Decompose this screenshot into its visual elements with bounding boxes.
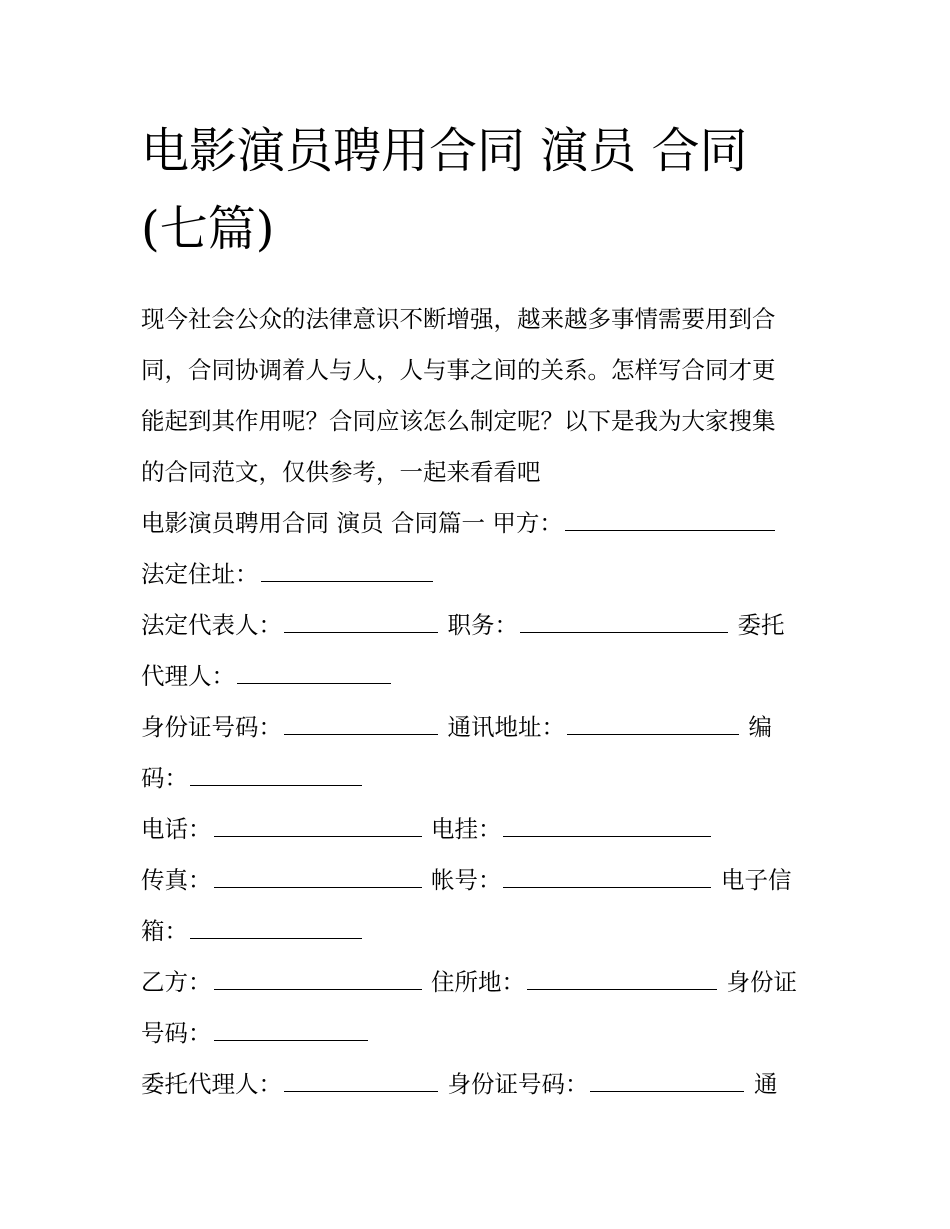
label-id-number: 身份证号码： [141, 713, 282, 741]
title-line-1: 电影演员聘用合同 演员 合同 [141, 123, 748, 179]
blank-party-b [214, 967, 422, 990]
blank-b-agent [284, 1069, 438, 1092]
label-party-b: 乙方： [141, 968, 212, 996]
label-fax: 传真： [141, 866, 212, 894]
intro-line: 现今社会公众的法律意识不断增强，越来越多事情需要用到合 [141, 305, 776, 333]
blank-agent [237, 661, 391, 684]
form-fields [141, 498, 821, 1110]
label-party-a: 电影演员聘用合同 演员 合同篇一 甲方： [141, 509, 563, 537]
label-account: 帐号： [423, 866, 502, 894]
label-residence: 住所地： [423, 968, 525, 996]
form-line-b-id [141, 1008, 821, 1059]
label-postcode-part1: 编 [740, 713, 772, 741]
blank-b-id [214, 1018, 368, 1041]
intro-line: 能起到其作用呢？合同应该怎么制定呢？以下是我为大家搜集 [141, 407, 776, 435]
label-b-agent: 委托代理人： [141, 1070, 282, 1098]
form-line-id-number [141, 702, 821, 753]
form-line-party-a [141, 498, 821, 549]
label-mail-address: 通讯地址： [440, 713, 565, 741]
label-legal-rep: 法定代表人： [141, 611, 282, 639]
form-line-b-agent [141, 1059, 821, 1110]
blank-phone [214, 814, 422, 837]
form-line-fax [141, 855, 821, 906]
blank-b-agent-id [590, 1069, 744, 1092]
document-content [141, 112, 821, 1110]
blank-account [503, 865, 711, 888]
label-telegraph: 电挂： [423, 815, 502, 843]
intro-line: 的合同范文，仅供参考，一起来看看吧 [141, 458, 541, 486]
blank-telegraph [503, 814, 711, 837]
blank-legal-rep [284, 610, 438, 633]
blank-fax [214, 865, 422, 888]
form-line-party-b [141, 957, 821, 1008]
form-line-legal-address [141, 549, 821, 600]
blank-party-a [565, 508, 775, 531]
document-title [141, 112, 821, 268]
label-b-id-part1: 身份证 [718, 968, 797, 996]
blank-email [190, 916, 362, 939]
label-email-part1: 电子信 [713, 866, 792, 894]
form-line-postcode [141, 753, 821, 804]
blank-legal-address [261, 559, 433, 582]
blank-position [520, 610, 728, 633]
blank-mail-address [567, 712, 739, 735]
label-agent-part2: 代理人： [141, 662, 235, 690]
label-b-agent-id: 身份证号码： [440, 1070, 589, 1098]
label-position: 职务： [440, 611, 518, 639]
blank-id-number [284, 712, 438, 735]
label-phone: 电话： [141, 815, 212, 843]
form-line-legal-rep [141, 600, 821, 651]
label-b-id-part2: 号码： [141, 1019, 212, 1047]
blank-postcode [190, 763, 362, 786]
form-line-email [141, 906, 821, 957]
title-line-2: (七篇) [141, 201, 275, 257]
intro-paragraph [141, 294, 821, 498]
label-postcode-part2: 码： [141, 764, 188, 792]
form-line-agent [141, 651, 821, 702]
label-b-mail-part1: 通 [746, 1070, 778, 1098]
label-entrust-part1: 委托 [729, 611, 785, 639]
form-line-phone [141, 804, 821, 855]
label-email-part2: 箱： [141, 917, 188, 945]
intro-line: 同，合同协调着人与人，人与事之间的关系。怎样写合同才更 [141, 356, 776, 384]
label-legal-address: 法定住址： [141, 560, 259, 588]
blank-residence [527, 967, 717, 990]
